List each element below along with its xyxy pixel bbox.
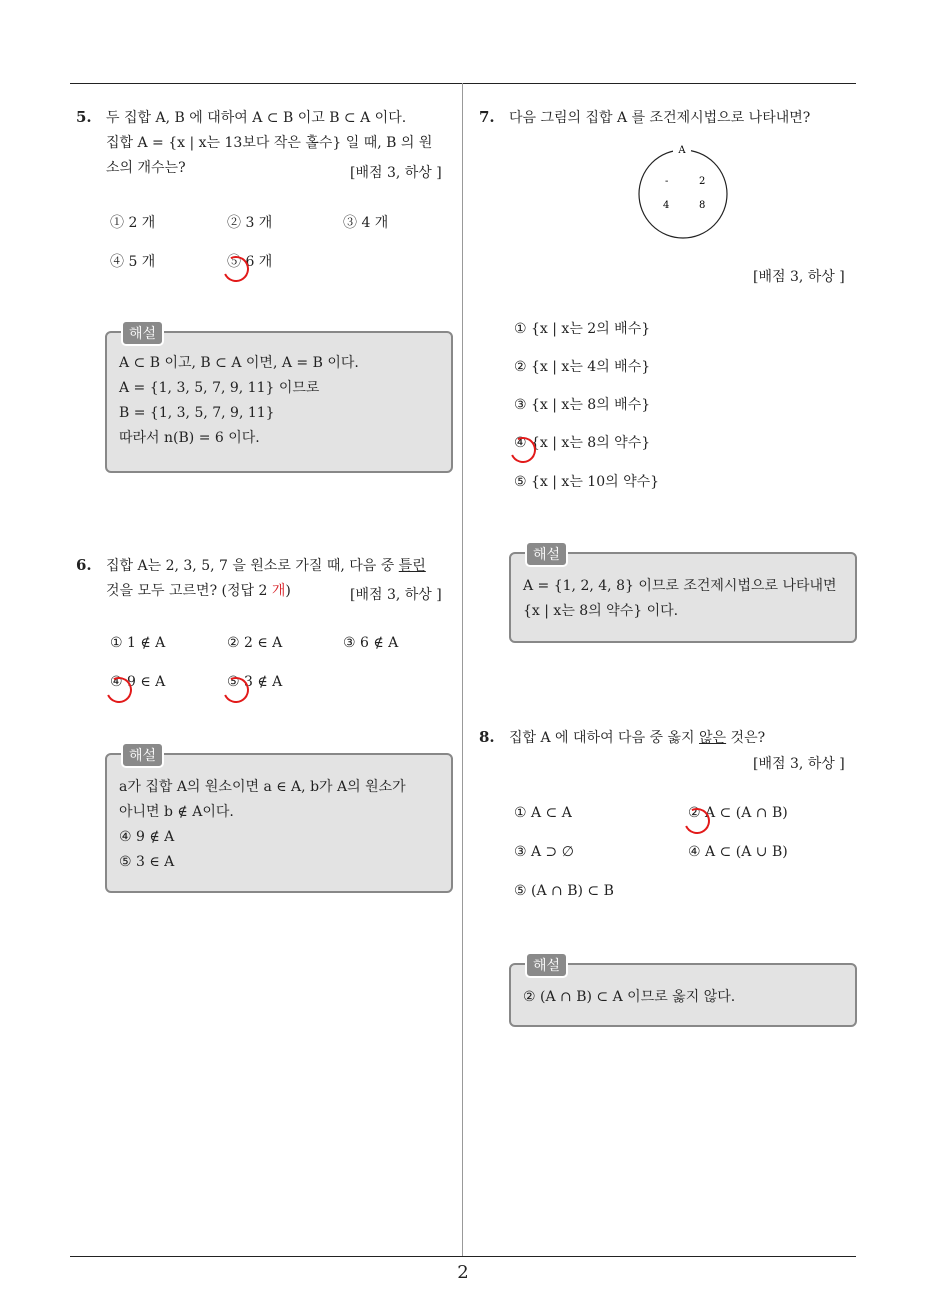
option-4[interactable]: ④ A ⊂ (A ∪ B) bbox=[688, 844, 788, 860]
venn-element: 8 bbox=[699, 200, 706, 211]
explanation-line: ② (A ∩ B) ⊂ A 이므로 옳지 않다. bbox=[523, 989, 736, 1005]
score-label: [배점 3, 하상 ] bbox=[350, 587, 442, 603]
question-number: 6. bbox=[76, 556, 92, 574]
option-1[interactable]: ① 2 개 bbox=[110, 215, 156, 231]
explanation-line: a가 집합 A의 원소이면 a ∈ A, b가 A의 원소가 bbox=[119, 779, 406, 795]
option-5-selected[interactable]: ⑤ 3 ∉ A bbox=[227, 674, 283, 690]
question-text-line: 다음 그림의 집합 A 를 조건제시법으로 나타내면? bbox=[509, 110, 811, 126]
explanation-line: A = {1, 3, 5, 7, 9, 11} 이므로 bbox=[119, 380, 320, 396]
option-3[interactable]: ③ A ⊃ ∅ bbox=[514, 844, 574, 860]
explanation-box bbox=[105, 748, 453, 893]
venn-element: 2 bbox=[699, 176, 706, 187]
explanation-line: A ⊂ B 이고, B ⊂ A 이면, A = B 이다. bbox=[119, 355, 359, 371]
option-2[interactable]: ② {x | x는 4의 배수} bbox=[514, 359, 651, 375]
explanation-tag: 해설 bbox=[525, 952, 568, 978]
option-3[interactable]: ③ {x | x는 8의 배수} bbox=[514, 397, 651, 413]
option-2[interactable]: ② 2 ∈ A bbox=[227, 635, 283, 651]
score-label: [배점 3, 하상 ] bbox=[753, 756, 845, 772]
option-2-selected[interactable]: ② A ⊂ (A ∩ B) bbox=[688, 805, 788, 821]
explanation-line: 아니면 b ∉ A이다. bbox=[119, 804, 234, 820]
explanation-box bbox=[509, 958, 857, 1027]
option-5[interactable]: ⑤ (A ∩ B) ⊂ B bbox=[514, 883, 614, 899]
explanation-box bbox=[105, 326, 453, 473]
explanation-line: ⑤ 3 ∈ A bbox=[119, 854, 175, 870]
top-rule bbox=[70, 83, 856, 84]
option-4-selected[interactable]: ④ {x | x는 8의 약수} bbox=[514, 435, 651, 451]
question-text-line: 것을 모두 고르면? (정답 2 개) bbox=[106, 583, 291, 599]
option-3[interactable]: ③ 6 ∉ A bbox=[343, 635, 399, 651]
explanation-line: 따라서 n(B) = 6 이다. bbox=[119, 430, 260, 446]
explanation-line: {x | x는 8의 약수} 이다. bbox=[523, 603, 679, 619]
option-1[interactable]: ① A ⊂ A bbox=[514, 805, 572, 821]
option-2[interactable]: ② 3 개 bbox=[227, 215, 273, 231]
question-number: 8. bbox=[479, 728, 495, 746]
explanation-tag: 해설 bbox=[121, 320, 164, 346]
venn-label: A bbox=[678, 145, 686, 156]
venn-circle bbox=[639, 150, 727, 238]
score-label: [배점 3, 하상 ] bbox=[350, 165, 442, 181]
explanation-box bbox=[509, 547, 857, 643]
option-5[interactable]: ⑤ {x | x는 10의 약수} bbox=[514, 474, 660, 490]
question-number: 7. bbox=[479, 108, 495, 126]
explanation-line: B = {1, 3, 5, 7, 9, 11} bbox=[119, 405, 275, 421]
column-divider bbox=[462, 83, 463, 1257]
option-3[interactable]: ③ 4 개 bbox=[343, 215, 389, 231]
page-number: 2 bbox=[457, 1262, 469, 1283]
bottom-rule bbox=[70, 1256, 856, 1257]
venn-element: 4 bbox=[663, 200, 670, 211]
question-text-line: 집합 A = {x | x는 13보다 작은 홀수} 일 때, B 의 원 bbox=[106, 135, 433, 151]
option-1[interactable]: ① {x | x는 2의 배수} bbox=[514, 321, 651, 337]
question-number: 5. bbox=[76, 108, 92, 126]
venn-element: - bbox=[665, 176, 669, 187]
score-label: [배점 3, 하상 ] bbox=[753, 269, 845, 285]
question-text-line: 소의 개수는? bbox=[106, 160, 186, 176]
explanation-tag: 해설 bbox=[121, 742, 164, 768]
question-text-line: 두 집합 A, B 에 대하여 A ⊂ B 이고 B ⊂ A 이다. bbox=[106, 110, 407, 126]
option-4[interactable]: ④ 5 개 bbox=[110, 254, 156, 270]
option-4-selected[interactable]: ④ 9 ∈ A bbox=[110, 674, 166, 690]
explanation-line: ④ 9 ∉ A bbox=[119, 829, 175, 845]
question-text-line: 집합 A는 2, 3, 5, 7 을 원소로 가질 때, 다음 중 틀린 bbox=[106, 558, 426, 574]
venn-diagram bbox=[635, 140, 735, 240]
option-1[interactable]: ① 1 ∉ A bbox=[110, 635, 166, 651]
explanation-tag: 해설 bbox=[525, 541, 568, 567]
question-text-line: 집합 A 에 대하여 다음 중 옳지 않은 것은? bbox=[509, 730, 766, 746]
explanation-line: A = {1, 2, 4, 8} 이므로 조건제시법으로 나타내면 bbox=[523, 578, 837, 594]
option-5-selected[interactable]: ⑤ 6 개 bbox=[227, 254, 273, 270]
